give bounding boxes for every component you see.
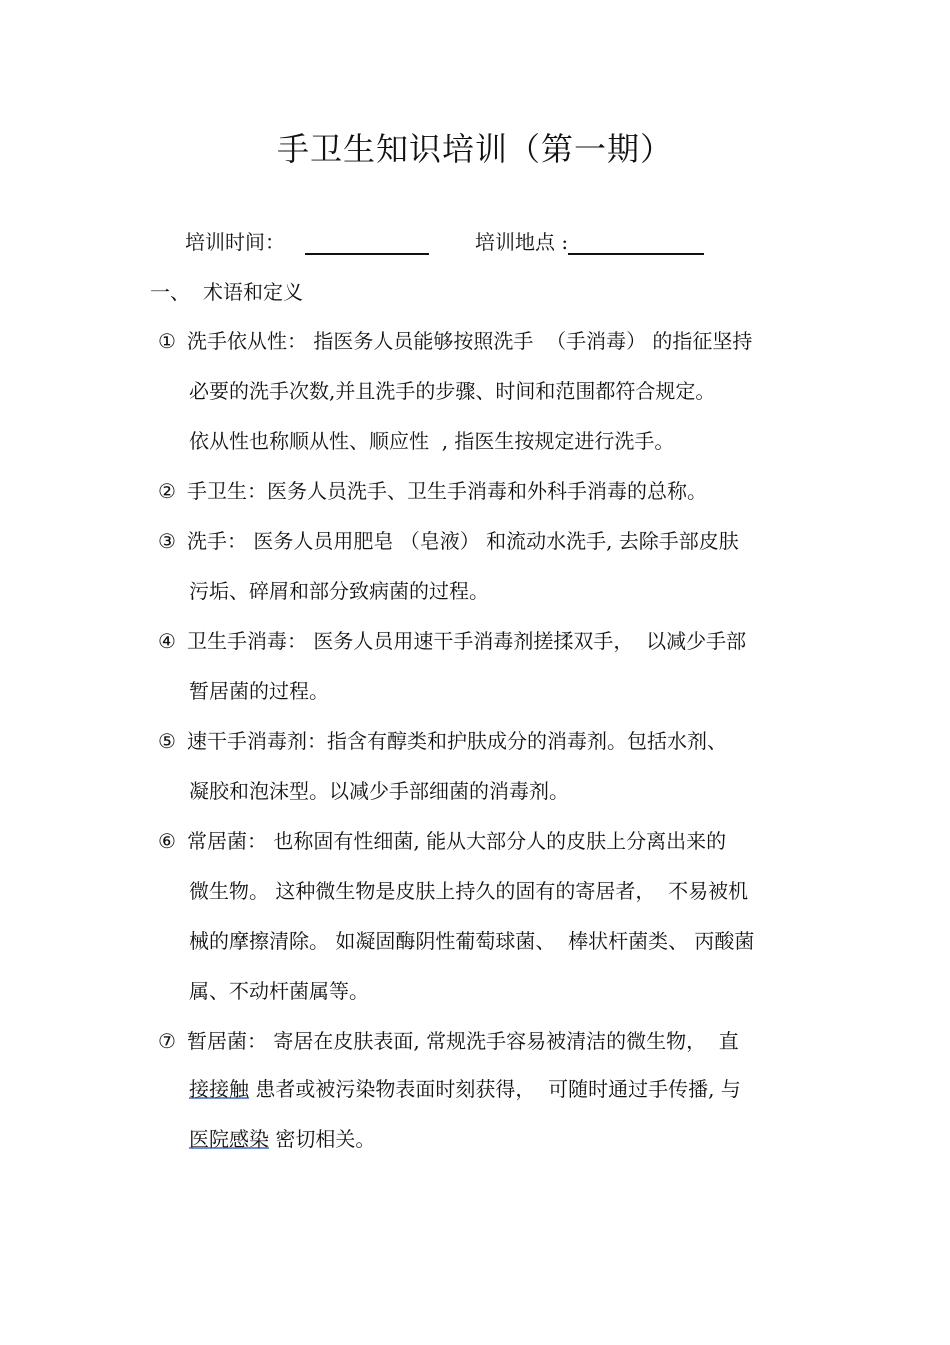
training-place-label: 培训地点 : xyxy=(475,230,569,254)
item-number: ④ xyxy=(158,629,176,653)
line-text: 密切相关。 xyxy=(269,1127,376,1151)
training-time-field xyxy=(185,229,429,255)
definition-line: 洗手依从性： 指医务人员能够按照洗手 （手消毒） 的指征坚持 xyxy=(187,329,753,353)
training-place-blank xyxy=(568,233,704,255)
section-heading: 术语和定义 xyxy=(203,280,303,304)
definition-line: 必要的洗手次数,并且洗手的步骤、时间和范围都符合规定。 xyxy=(189,379,716,403)
item-number: ② xyxy=(158,479,176,503)
document-title: 手卫生知识培训（第一期） xyxy=(276,130,673,168)
definition-line: 常居菌： 也称固有性细菌, 能从大部分人的皮肤上分离出来的 xyxy=(187,829,727,853)
underlined-term: 接接触 xyxy=(189,1077,249,1101)
definition-line: 暂居菌： 寄居在皮肤表面, 常规洗手容易被清洁的微生物， 直 xyxy=(187,1029,739,1053)
item-number: ⑦ xyxy=(158,1029,176,1053)
definition-line: 微生物。 这种微生物是皮肤上持久的固有的寄居者， 不易被机 xyxy=(189,879,749,903)
item-number: ⑤ xyxy=(158,729,176,753)
item-number: ① xyxy=(158,329,176,353)
item-7-line-2 xyxy=(189,1076,741,1102)
training-time-blank xyxy=(305,233,429,255)
section-number: 一、 xyxy=(150,280,190,304)
training-time-label: 培训时间： xyxy=(185,230,285,254)
definition-line: 暂居菌的过程。 xyxy=(189,679,329,703)
line-text: 患者或被污染物表面时刻获得， 可随时通过手传播, 与 xyxy=(249,1077,741,1101)
definition-line: 依从性也称顺从性、顺应性 , 指医生按规定进行洗手。 xyxy=(189,429,675,453)
definition-line: 污垢、碎屑和部分致病菌的过程。 xyxy=(189,579,489,603)
definition-line: 卫生手消毒： 医务人员用速干手消毒剂搓揉双手， 以减少手部 xyxy=(187,629,747,653)
definition-line: 械的摩擦清除。 如凝固酶阴性葡萄球菌、 棒状杆菌类、 丙酸菌 xyxy=(189,929,755,953)
definition-line: 洗手： 医务人员用肥皂 （皂液） 和流动水洗手, 去除手部皮肤 xyxy=(187,529,739,553)
item-7-line-3 xyxy=(189,1126,375,1152)
definition-line: 凝胶和泡沫型。以减少手部细菌的消毒剂。 xyxy=(189,779,569,803)
definition-line: 手卫生：医务人员洗手、卫生手消毒和外科手消毒的总称。 xyxy=(187,479,707,503)
training-place-field xyxy=(475,229,704,255)
item-number: ⑥ xyxy=(158,829,176,853)
definition-line: 属、不动杆菌属等。 xyxy=(189,979,369,1003)
definition-line: 速干手消毒剂：指含有醇类和护肤成分的消毒剂。包括水剂、 xyxy=(187,729,727,753)
item-number: ③ xyxy=(158,529,176,553)
underlined-term: 医院感染 xyxy=(189,1127,269,1151)
